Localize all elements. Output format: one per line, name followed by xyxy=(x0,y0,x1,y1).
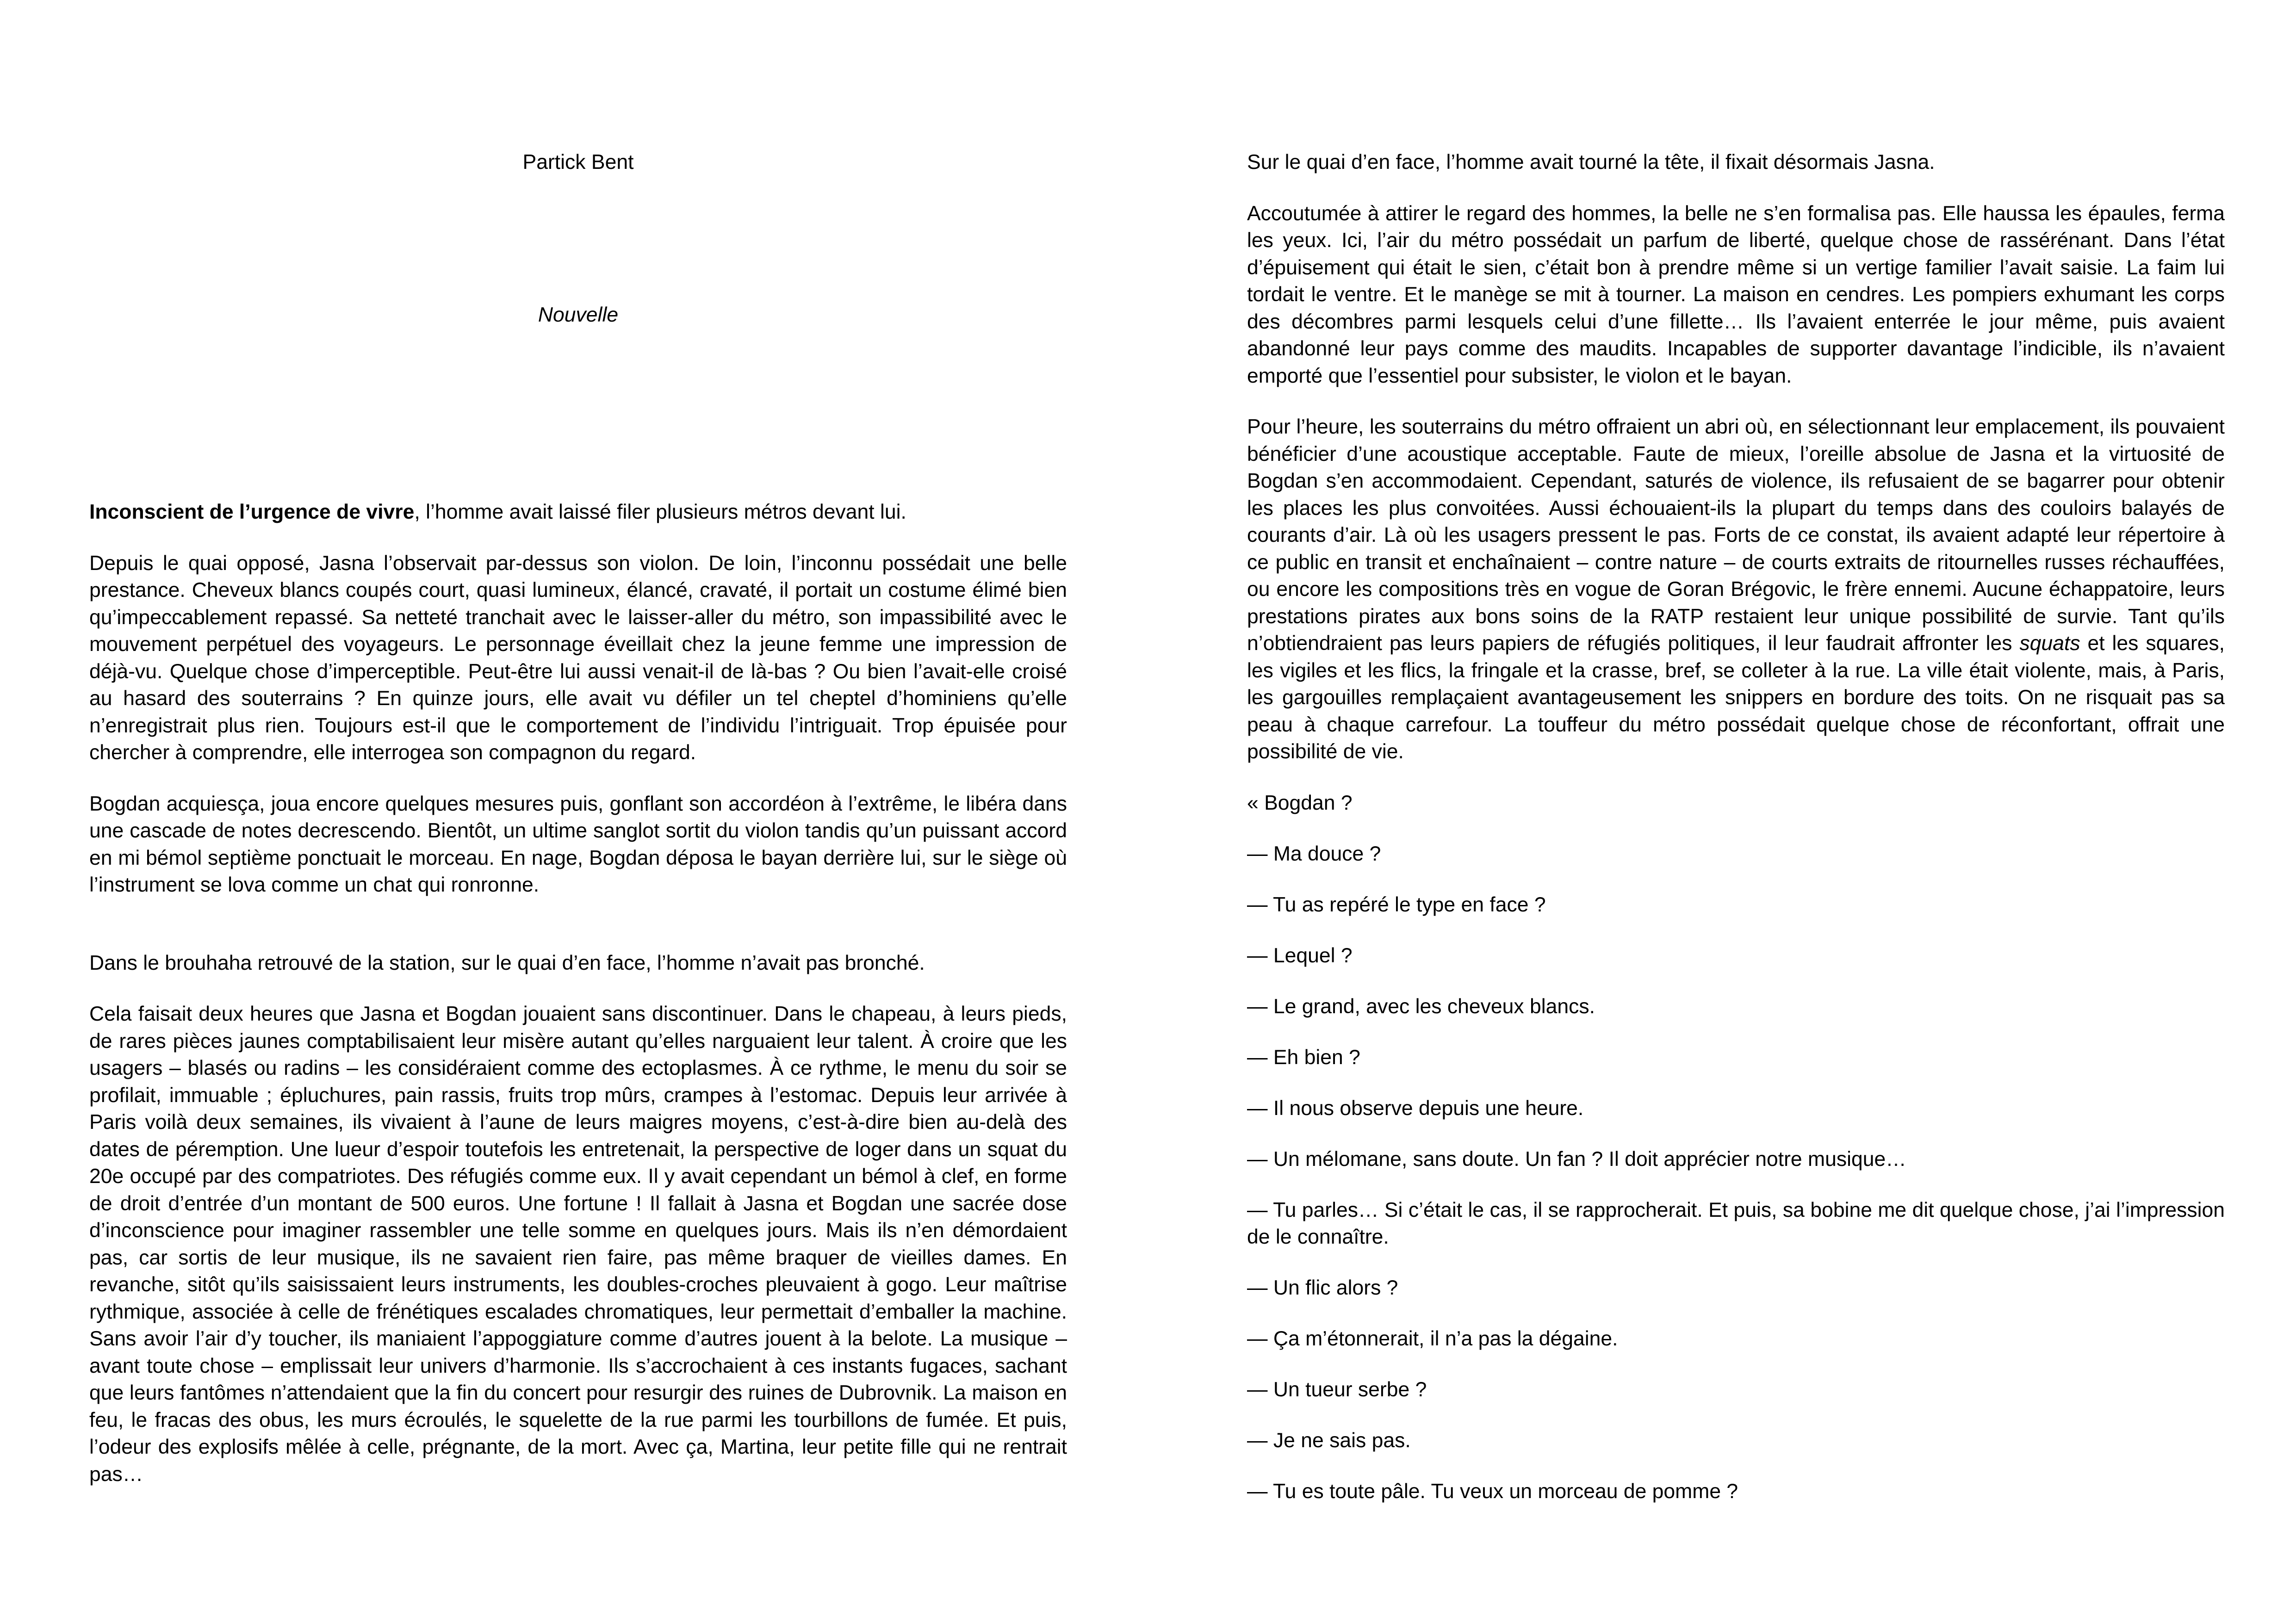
paragraph: Dans le brouhaha retrouvé de la station, sur le quai d’en face, l’homme n’avait pas bronché. xyxy=(89,951,925,974)
dialogue-line: — Tu es toute pâle. Tu veux un morceau de pomme ? xyxy=(1247,1480,1738,1503)
dialogue xyxy=(1247,790,2225,1505)
paragraph: Accoutumée à attirer le regard des hommes, la belle ne s’en formalisa pas. Elle haussa les épaules, ferma les yeux. Ici, l’air du métro possédait un parfum de liberté, quelque chose de rassérénant. Dans l’état d’épuisement qui était le sien, c’était bon à prendre même si un vertige familier l’avait saisie. La faim lui tordait le ventre. Et le manège se mit à tourner. La maison en cendres. Les pompiers exhumant les corps des décombres parmi lesquels celui d’une fillette… Ils l’avaient enterrée le jour même, puis avaient abandonné leur pays comme des maudits. Incapables de supporter davantage l’indicible, ils n’avaient emporté que l’essentiel pour subsister, le violon et le bayan. xyxy=(1247,202,2225,387)
dialogue-line: — Le grand, avec les cheveux blancs. xyxy=(1247,995,1595,1018)
dialogue-line: — Lequel ? xyxy=(1247,944,1353,967)
dialogue-line: — Ma douce ? xyxy=(1247,842,1381,865)
dialogue-line: — Tu as repéré le type en face ? xyxy=(1247,893,1546,916)
dialogue-line: — Un flic alors ? xyxy=(1247,1276,1398,1299)
paragraph xyxy=(1247,414,2225,766)
paragraph: Cela faisait deux heures que Jasna et Bogdan jouaient sans discontinuer. Dans le chapeau, à leurs pieds, de rares pièces jaunes comptabilisaient leur misère autant qu’elles narguaient leur talent. À croire que les usagers – blasés ou radins – les considéraient comme des ectoplasmes. À ce rythme, le menu du soir se profilait, immuable ; épluchures, pain rassis, fruits trop mûrs, crampes à l’estomac. Depuis leur arrivée à Paris voilà deux semaines, ils vivaient à l’aune de leurs maigres moyens, c’est-à-dire bien au-delà des dates de péremption. Une lueur d’espoir toutefois les entretenait, la perspective de loger dans un squat du 20e occupé par des compatriotes. Des réfugiés comme eux. Il y avait cependant un bémol à clef, en forme de droit d’entrée d’un montant de 500 euros. Une fortune ! Il fallait à Jasna et Bogdan une sacrée dose d’inconscience pour imaginer rassembler une telle somme en quelques jours. Mais ils n’en démordaient pas, car sortis de leur musique, ils ne savaient rien faire, pas même braquer de vieilles dames. En revanche, sitôt qu’ils saisissaient leurs instruments, les doubles-croches pleuvaient à gogo. Leur maîtrise rythmique, associée à celle de frénétiques escalades chromatiques, leur permettait d’emballer la machine. Sans avoir l’air d’y toucher, ils maniaient l’appoggiature comme d’autres jouent à la belote. La musique – avant toute chose – emplissait leur univers d’harmonie. Ils s’accrochaient à ces instants fugaces, sachant que leurs fantômes n’attendaient que la fin du concert pour resurgir des ruines de Dubrovnik. La maison en feu, le fracas des obus, les murs écroulés, le squelette de la rue parmi les tourbillons de fumée. Et puis, l’odeur des explosifs mêlée à celle, prégnante, de la mort. Avec ça, Martina, leur petite fille qui ne rentrait pas… xyxy=(89,1003,1067,1486)
dialogue-line: — Je ne sais pas. xyxy=(1247,1429,1411,1452)
paragraph: Bogdan acquiesça, joua encore quelques mesures puis, gonflant son accordéon à l’extrême, le libéra dans une cascade de notes decrescendo. Bientôt, un ultime sanglot sortit du violon tandis qu’un puissant accord en mi bémol septième ponctuait le morceau. En nage, Bogdan déposa le bayan derrière lui, sur le siège où l’instrument se lova comme un chat qui ronronne. xyxy=(89,792,1067,896)
author-name: Partick Bent xyxy=(522,151,634,173)
paragraph: Depuis le quai opposé, Jasna l’observait par-dessus son violon. De loin, l’inconnu possédait une belle prestance. Cheveux blancs coupés court, quasi lumineux, élancé, cravaté, il portait un costume élimé bien qu’impeccablement repassé. Sa netteté tranchait avec le laisser-aller du métro, son impassibilité avec le mouvement perpétuel des voyageurs. Le personnage éveillait chez la jeune femme une impression de déjà-vu. Quelque chose d’imperceptible. Peut-être lui aussi venait-il de là-bas ? Ou bien l’avait-elle croisé au hasard des souterrains ? En quinze jours, elle avait vu défiler un tel cheptel d’hominiens qu’elle n’enregistrait plus rien. Toujours est-il que le comportement de l’individu l’intriguait. Trop épuisée pour chercher à comprendre, elle interrogea son compagnon du regard. xyxy=(89,551,1067,764)
opening-bold-phrase: Inconscient de l’urgence de vivre xyxy=(89,501,415,523)
left-body xyxy=(89,499,1067,1512)
genre-label: Nouvelle xyxy=(538,304,619,326)
paragraph-text: et les squares, les vigiles et les flics, la fringale et la crasse, bref, se colleter à la rue. La ville était violente, mais, à Paris, les gargouilles remplaçaient avantageusement les snippers en bordure des toits. On ne risquait pas sa peau à chaque carrefour. La touffeur du métro possédait quelque chose de réconfortant, offrait une possibilité de vie. xyxy=(1247,632,2225,763)
dialogue-line: — Tu parles… Si c’était le cas, il se rapprocherait. Et puis, sa bobine me dit quelque chose, j’ai l’impression de le connaître. xyxy=(1247,1198,2225,1248)
right-body xyxy=(1247,149,2225,1529)
dialogue-line: — Il nous observe depuis une heure. xyxy=(1247,1096,1584,1120)
paragraph-text: Pour l’heure, les souterrains du métro offraient un abri où, en sélectionnant leur emplacement, ils pouvaient bénéficier d’une acoustique acceptable. Faute de mieux, l’oreille absolue de Jasna et la virtuosité de Bogdan s’en accommodaient. Cependant, saturés de violence, ils refusaient de se bagarrer pour obtenir les places les plus convoitées. Aussi échouaient-ils la plupart du temps dans des couloirs balayés de courants d’air. Là où les usagers pressent le pas. Forts de ce constat, ils avaient adapté leur répertoire à ce public en transit et enchaînaient – contre nature – de courts extraits de ritournelles russes réchauffées, ou encore les compositions très en vogue de Goran Brégovic, le frère ennemi. Aucune échappatoire, leurs prestations pirates aux bons soins de la RATP restaient leur unique possibilité de survie. Tant qu’ils n’obtiendraient pas leurs papiers de réfugiés politiques, il leur faudrait affronter les xyxy=(1247,415,2225,655)
dialogue-line: — Un mélomane, sans doute. Un fan ? Il doit apprécier notre musique… xyxy=(1247,1147,1906,1171)
italic-word: squats xyxy=(2019,632,2080,655)
dialogue-line: — Ça m’étonnerait, il n’a pas la dégaine. xyxy=(1247,1327,1618,1350)
paragraph: Sur le quai d’en face, l’homme avait tourné la tête, il fixait désormais Jasna. xyxy=(1247,151,1935,173)
right-page xyxy=(1148,0,2296,1623)
paragraph xyxy=(89,499,1067,526)
dialogue-line: — Eh bien ? xyxy=(1247,1046,1360,1069)
dialogue-line: — Un tueur serbe ? xyxy=(1247,1378,1427,1401)
opening-rest: , l’homme avait laissé filer plusieurs métros devant lui. xyxy=(414,501,906,523)
dialogue-line: « Bogdan ? xyxy=(1247,791,1353,814)
